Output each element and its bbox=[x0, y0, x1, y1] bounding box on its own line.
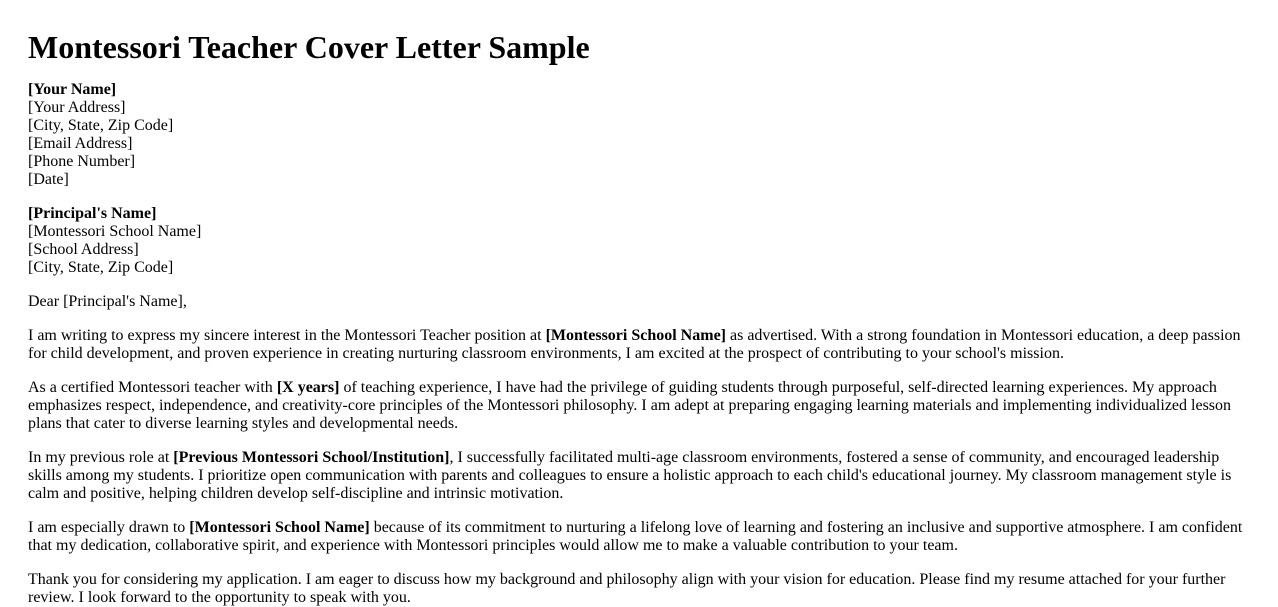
paragraph-2-years: [X years] bbox=[276, 379, 340, 396]
paragraph-4-after: because of its commitment to nurturing a lifelong love of learning and fostering an inclusive and supportive atmosphere. I am confident that my dedication, collaborative spirit, and experience with Montessori principles would allow me to make a valuable contribution to your team. bbox=[28, 519, 1243, 554]
paragraph-3 bbox=[28, 449, 1248, 503]
paragraph-4-before: I am especially drawn to bbox=[28, 519, 190, 536]
sender-address: [Your Address] bbox=[28, 99, 126, 116]
recipient-name: [Principal's Name] bbox=[28, 205, 157, 222]
recipient-address: [School Address] bbox=[28, 241, 139, 258]
paragraph-2 bbox=[28, 379, 1248, 433]
paragraph-3-after: , I successfully facilitated multi-age classroom environments, fostered a sense of community, and encouraged leadership skills among my students. I prioritize open communication with parents and colleagues to ensure a holistic approach to each child's educational journey. My classroom management style is calm and positive, helping children develop self-discipline and intrinsic motivation. bbox=[28, 449, 1232, 502]
paragraph-1-before: I am writing to express my sincere interest in the Montessori Teacher position at bbox=[28, 327, 546, 344]
sender-block bbox=[28, 81, 1248, 189]
page-title: Montessori Teacher Cover Letter Sample bbox=[28, 29, 590, 65]
paragraph-5: Thank you for considering my application. I am eager to discuss how my background and philosophy align with your vision for education. Please find my resume attached for your further review. I look forward to the opportunity to speak with you. bbox=[28, 571, 1226, 606]
sender-phone: [Phone Number] bbox=[28, 153, 136, 170]
salutation: Dear [Principal's Name], bbox=[28, 293, 187, 310]
sender-email: [Email Address] bbox=[28, 135, 133, 152]
paragraph-4-school-name: [Montessori School Name] bbox=[189, 519, 370, 536]
sender-city-state-zip: [City, State, Zip Code] bbox=[28, 117, 174, 134]
paragraph-3-previous-school: [Previous Montessori School/Institution] bbox=[173, 449, 450, 466]
paragraph-4 bbox=[28, 519, 1248, 555]
paragraph-1-school-name: [Montessori School Name] bbox=[545, 327, 726, 344]
document-page bbox=[28, 0, 1248, 607]
paragraph-2-before: As a certified Montessori teacher with bbox=[28, 379, 277, 396]
sender-date: [Date] bbox=[28, 171, 69, 188]
paragraph-1 bbox=[28, 327, 1248, 363]
paragraph-3-before: In my previous role at bbox=[28, 449, 174, 466]
paragraph-1-after: as advertised. With a strong foundation in Montessori education, a deep passion for child development, and proven experience in creating nurturing classroom environments, I am excited at the prospect of contributing to your school's mission. bbox=[28, 327, 1241, 362]
recipient-block bbox=[28, 205, 1248, 277]
recipient-school: [Montessori School Name] bbox=[28, 223, 202, 240]
sender-name: [Your Name] bbox=[28, 81, 117, 98]
recipient-city-state-zip: [City, State, Zip Code] bbox=[28, 259, 174, 276]
paragraph-2-after: of teaching experience, I have had the privilege of guiding students through purposeful, self-directed learning experiences. My approach emphasizes respect, independence, and creativity-core principles of the Montessori philosophy. I am adept at preparing engaging learning materials and implementing individualized lesson plans that cater to diverse learning styles and developmental needs. bbox=[28, 379, 1232, 432]
